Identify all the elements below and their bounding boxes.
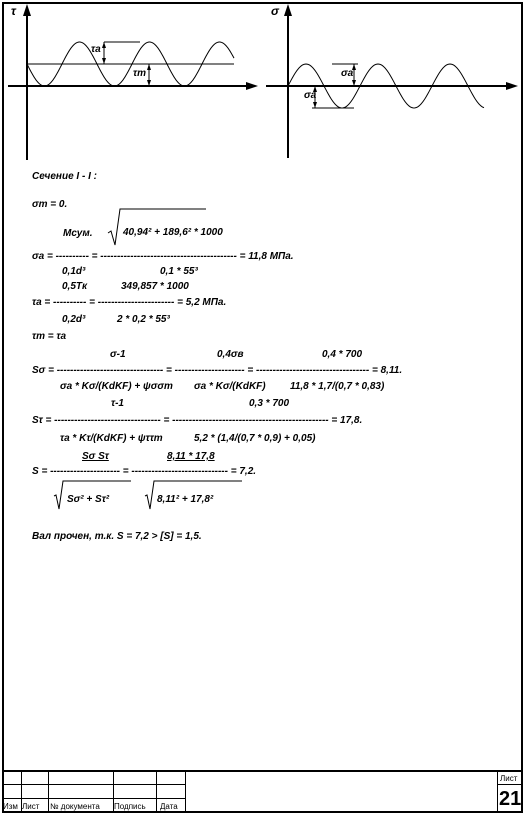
tau-x-arrow bbox=[246, 82, 258, 90]
section-heading: Сечение I - I : bbox=[32, 171, 97, 182]
stamp-label-date: Дата bbox=[160, 802, 178, 811]
tau-graph bbox=[0, 0, 265, 165]
sigma-a-den: 0,1d³ bbox=[62, 266, 86, 277]
s-den1: Sσ² + Sτ² bbox=[67, 494, 110, 505]
stamp-label-doc: № документа bbox=[50, 802, 100, 811]
s-sigma-num2: 0,4σв bbox=[217, 349, 244, 360]
s-tau-line: Sτ = -------------------------------- = ----------------------------------------------- = 17,8. bbox=[32, 415, 363, 426]
s-sigma-line: Sσ = -------------------------------- = --------------------- = ---------------------------------- = 8,11. bbox=[32, 365, 403, 376]
stamp-label-izm: Изм bbox=[3, 802, 18, 811]
tau-mean-label: τm bbox=[133, 68, 146, 79]
tau-den: 0,2d³ bbox=[62, 314, 86, 325]
s-sigma-den2: σa * Kσ/(KdKF) bbox=[194, 381, 266, 392]
tau-m: τm = τa bbox=[32, 331, 67, 342]
conclusion: Вал прочен, т.к. S = 7,2 > [S] = 1,5. bbox=[32, 531, 202, 542]
s-tau-num1: τ-1 bbox=[111, 398, 124, 409]
tau-amplitude-label: τa bbox=[91, 44, 101, 55]
s-sigma-num1: σ-1 bbox=[110, 349, 126, 360]
s-num1: Sσ Sτ bbox=[82, 451, 109, 462]
sigma-x-arrow bbox=[506, 82, 518, 90]
sheet-number: 21 bbox=[499, 788, 522, 810]
s-tau-num2: 0,3 * 700 bbox=[249, 398, 290, 409]
tau-axis-label: τ bbox=[11, 4, 16, 18]
stamp-label-list: Лист bbox=[22, 802, 40, 811]
s-sigma-num3: 0,4 * 700 bbox=[322, 349, 363, 360]
title-block bbox=[2, 770, 523, 813]
sigma-graph bbox=[262, 0, 526, 165]
sigma-axis-label: σ bbox=[271, 4, 279, 18]
s-tau-den1: τa * Kτ/(KdKF) + ψττm bbox=[60, 433, 163, 444]
s-num2: 8,11 * 17,8 bbox=[167, 451, 215, 462]
s-den2: 8,11² + 17,8² bbox=[157, 494, 214, 505]
stamp-label-sign: Подпись bbox=[114, 802, 146, 811]
s-line: S = --------------------- = ----------------------------- = 7,2. bbox=[32, 466, 257, 477]
sigma-m: σm = 0. bbox=[32, 199, 68, 210]
tau-a-line: τa = ---------- = ----------------------- = 5,2 МПа. bbox=[32, 297, 227, 308]
tau-den2: 2 * 0,2 * 55³ bbox=[117, 314, 170, 325]
s-sigma-den3: 11,8 * 1,7/(0,7 * 0,83) bbox=[290, 381, 385, 392]
s-tau-den2: 5,2 * (1,4/(0,7 * 0,9) + 0,05) bbox=[194, 433, 316, 444]
m-sum-label: Mсум. bbox=[63, 228, 93, 239]
sigma-lower-label: σa bbox=[304, 90, 317, 101]
sigma-a-line: σa = ---------- = ----------------------------------------- = 11,8 МПа. bbox=[32, 251, 294, 262]
sigma-y-arrow bbox=[284, 4, 292, 16]
s-sigma-den1: σa * Kσ/(KdKF) + ψσσm bbox=[60, 381, 173, 392]
sqrt-expression: 40,94² + 189,6² * 1000 bbox=[123, 227, 223, 238]
sigma-a-den2: 0,1 * 55³ bbox=[160, 266, 198, 277]
sheet-label: Лист bbox=[500, 774, 518, 783]
tau-y-arrow bbox=[23, 4, 31, 16]
sigma-amplitude-label: σa bbox=[341, 68, 354, 79]
tau-num2: 349,857 * 1000 bbox=[121, 281, 189, 292]
tau-num: 0,5Tк bbox=[62, 281, 88, 292]
